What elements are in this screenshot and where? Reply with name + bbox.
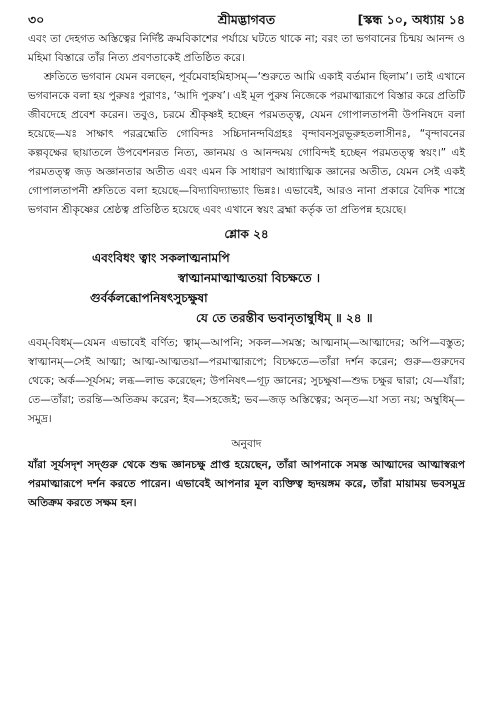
verse-line-4: যে তে তরন্তীব ভবানৃতাম্বুধিম্‌ ॥ ২৪ ॥ <box>196 311 373 325</box>
translation-label: অনুবাদ <box>231 438 262 450</box>
chapter-reference: [স্কন্ধ ১০, অধ্যায় ১৪ <box>357 12 465 27</box>
verse-line-3: গুর্বর্কলব্ধোপনিষৎসুচক্ষুষা <box>90 291 208 305</box>
verse-line-1: এবংবিধং ত্বাং সকলাত্মনামপি <box>92 251 230 265</box>
synonyms-paragraph: এবম্‌-বিধম্‌—যেমন এভাবেই বর্ণিত; ত্বাম্‌—আপনি; সকল—সমস্ত; আত্মনাম্‌—আত্মাদের; অপি—বস্তুত; স্বাত্মানম্‌—সেই আত্মা; আত্ম-আত্মতয়া—পরমাত্মারূপে; বিচক্ষতে—তাঁরা দর্শন করেন; গুরু—গুরুদেব থেকে; অর্ক—সূর্যসম; লব্ধ—লাভ করেছেন; উপনিষৎ—গূঢ় জ্ঞানের; সুচক্ষুষা—শুদ্ধ চক্ষুর দ্বারা; যে—যাঁরা; তে—তাঁরা; তরন্তি—অতিক্রম করেন; ইব—সহজেই; ভব—জড় অস্তিত্বের; অনৃত—যা সত্য নয়; অম্বুধিম্‌—সমুদ্র। <box>28 337 465 425</box>
verse-label: শ্লোক ২৪ <box>224 227 269 241</box>
page-number: ৩০ <box>28 12 45 27</box>
book-title: শ্রীমদ্ভাগবত <box>217 12 276 27</box>
translation-paragraph: যাঁরা সূর্যসদৃশ সদ্‌গুরু থেকে শুদ্ধ জ্ঞানচক্ষু প্রাপ্ত হয়েছেন, তাঁরা আপনাকে সমস্ত আত্মাদের আত্মাস্বরূপ পরমাত্মারূপে দর্শন করতে পারেন। এভাবেই আপনার মূল ব্যক্তিত্ব হৃদয়ঙ্গম করে, তাঁরা মায়াময় ভবসমুদ্র অতিক্রম করতে সক্ষম হন। <box>28 459 465 509</box>
purport-paragraph-1: এবং তা দেহগত অস্তিত্বের নির্দিষ্ট ক্রমবিকাশের পর্যায়ে ঘটতে থাকে না; বরং তা ভগবানের চিন্ময় আনন্দ ও মহিমা বিস্তারে তাঁর নিত্য প্রবণতাকেই প্রতিষ্ঠিত করে। <box>28 33 465 64</box>
page-header <box>28 8 465 30</box>
verse-line-2: স্বাত্মানমাত্মাত্মতয়া বিচক্ষতে । <box>178 271 321 285</box>
purport-paragraph-2: শ্রুতিতে ভগবান যেমন বলছেন, পূর্বমেবাহমিহাসম্‌—‘শুরুতে আমি একাই বর্তমান ছিলাম’। তাই এখানে ভগবানকে বলা হয় পুরুষঃ পুরাণঃ, ‘আদি পুরুষ’। এই মূল পুরুষ নিজেকে পরমাত্মারূপে বিস্তার করে প্রতিটি জীবদেহে প্রবেশ করেন। তবুও, চরমে শ্রীকৃষ্ণই হচ্ছেন পরমতত্ত্ব, যেমন গোপালতাপনী উপনিষদে বলা হয়েছে—যঃ সাক্ষাৎ পরব্রহ্মেতি গোবিন্দঃ সচ্চিদানন্দবিগ্রহঃ বৃন্দাবনসুরভূরুহতলাসীনঃ, “বৃন্দাবনের কল্পবৃক্ষের ছায়াতলে উপবেশনরত নিত্য, জ্ঞানময় ও আনন্দময় গোবিন্দই হচ্ছেন পরমতত্ত্ব স্বয়ং।” এই পরমতত্ত্ব জড় অজ্ঞানতার অতীত এবং এমন কি সাধারণ আধ্যাত্মিক জ্ঞানের অতীত, যেমন সেই একই গোপালতাপনী শ্রুতিতে বলা হয়েছে—বিদ্যাবিদ্যাভ্যাং ভিন্নঃ। এভাবেই, আরও নানা প্রকারে বৈদিক শাস্ত্রে ভগবান শ্রীকৃষ্ণের শ্রেষ্ঠত্ব প্রতিষ্ঠিত হয়েছে এবং এখানে স্বয়ং ব্রহ্মা কর্তৃক তা প্রতিপন্ন হয়েছে। <box>28 71 465 216</box>
